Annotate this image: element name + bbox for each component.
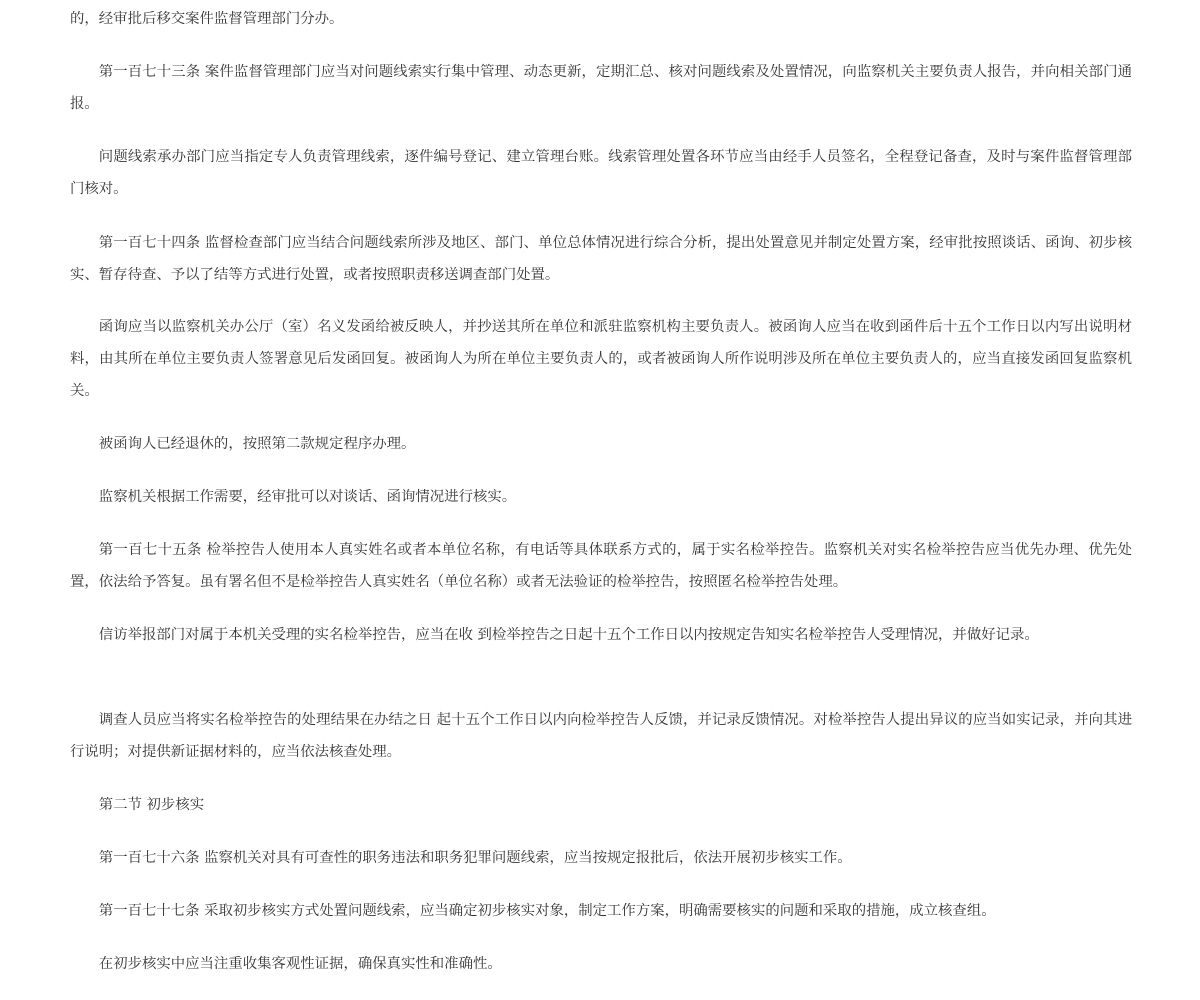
- article-175: 第一百七十五条 检举控告人使用本人真实姓名或者本单位名称，有电话等具体联系方式的，属于实名检举控告。监察机关对实名检举控告应当优先办理、优先处置，依法给予答复。虽有署名但不是检举控告人真实姓名（单位名称）或者无法验证的检举控告，按照匿名检举控告处理。: [70, 542, 1132, 590]
- paragraph-evidence: 在初步核实中应当注重收集客观性证据，确保真实性和准确性。: [98, 956, 502, 972]
- paragraph-petition-dept: 信访举报部门对属于本机关受理的实名检举控告，应当在收 到检举控告之日起十五个工作日以内按规定告知实名检举控告人受理情况，并做好记录。: [98, 627, 1039, 643]
- article-176: 第一百七十六条 监察机关对具有可查性的职务违法和职务犯罪问题线索，应当按规定报批后，依法开展初步核实工作。: [98, 850, 852, 866]
- paragraph-continuation: 的，经审批后移交案件监督管理部门分办。: [70, 11, 344, 27]
- paragraph-verification: 监察机关根据工作需要，经审批可以对谈话、函询情况进行核实。: [98, 489, 517, 505]
- paragraph-retired: 被函询人已经退休的，按照第二款规定程序办理。: [98, 436, 416, 452]
- paragraph-clue-management: 问题线索承办部门应当指定专人负责管理线索，逐件编号登记、建立管理台账。线索管理处置各环节应当由经手人员签名，全程登记备查，及时与案件监督管理部门核对。: [70, 149, 1132, 197]
- article-174: 第一百七十四条 监督检查部门应当结合问题线索所涉及地区、部门、单位总体情况进行综合分析，提出处置意见并制定处置方案，经审批按照谈话、函询、初步核实、暂存待查、予以了结等方式进行处置，或者按照职责移送调查部门处置。: [70, 235, 1132, 283]
- article-173: 第一百七十三条 案件监督管理部门应当对问题线索实行集中管理、动态更新，定期汇总、核对问题线索及处置情况，向监察机关主要负责人报告，并向相关部门通报。: [70, 64, 1132, 112]
- section-heading: 第二节 初步核实: [98, 797, 205, 813]
- paragraph-inquiry-letter: 函询应当以监察机关办公厅（室）名义发函给被反映人，并抄送其所在单位和派驻监察机构主要负责人。被函询人应当在收到函件后十五个工作日以内写出说明材料，由其所在单位主要负责人签署意见后发函回复。被函询人为所在单位主要负责人的，或者被函询人所作说明涉及所在单位主要负责人的，应当直接发函回复监察机关。: [70, 319, 1132, 399]
- article-177: 第一百七十七条 采取初步核实方式处置问题线索，应当确定初步核实对象，制定工作方案，明确需要核实的问题和采取的措施，成立核查组。: [98, 903, 996, 919]
- paragraph-feedback: 调查人员应当将实名检举控告的处理结果在办结之日 起十五个工作日以内向检举控告人反馈，并记录反馈情况。对检举控告人提出异议的应当如实记录，并向其进行说明；对提供新证据材料的，应当依法核查处理。: [70, 712, 1132, 760]
